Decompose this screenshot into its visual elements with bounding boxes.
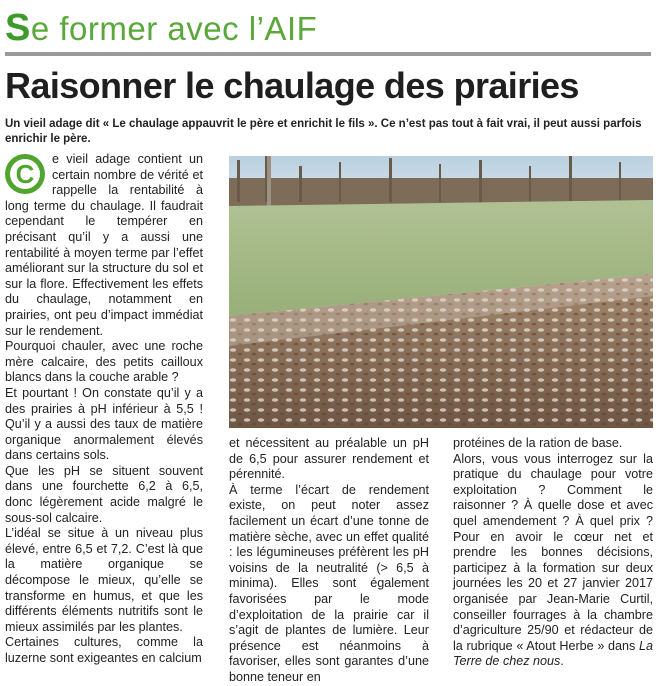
article-headline: Raisonner le chaulage des prairies (5, 65, 579, 106)
field-photo-illustration (229, 156, 653, 428)
paragraph: Et pourtant ! On constate qu’il y a des prairies à pH inférieur à 5,5 ! Qu’il y a aussi des taux de matière organique anormalement élevés dans certains sols. (5, 385, 203, 463)
paragraph: Certaines cultures, comme la luzerne sont exigeantes en calcium (5, 635, 203, 665)
publication-title: La Terre de chez nous (453, 638, 653, 669)
article-lead: Un vieil adage dit « Le chaulage appauvrit le père et enrichit le fils ». Ce n’est pas tout à fait vrai, il peut aussi parfois enrichir le père. (5, 118, 642, 145)
dropcap-badge (5, 154, 45, 194)
article-column-1 (5, 152, 203, 667)
paragraph: L’idéal se situe à un niveau plus élevé, entre 6,5 et 7,2. C’est là que la matière organique se décompose le mieux, qu’elle se transforme en humus, et que les différents éléments nutritifs sont le mieux assimilés par les plantes. (5, 526, 203, 634)
paragraph-text: Alors, vous vous interrogez sur la pratique du chaulage pour votre exploitation ? Comment le raisonner ? À quelle dose et avec quel amendement ? À quel prix ? Pour en avoir le cœur net et prendre les bonnes décisions, participez à la formation sur deux journées les 20 et 27 janvier 2017 organisée par Jean-Marie Curtil, conseiller fourrages à la chambre d’agriculture 25/90 et rédacteur de la rubrique « Atout Herbe » dans (453, 451, 653, 653)
rubric-divider (5, 52, 651, 56)
article-column-2 (229, 436, 429, 686)
section-rubric (5, 8, 317, 54)
paragraph: protéines de la ration de base. (453, 436, 623, 450)
rubric-text: e former avec l’AIF (30, 10, 318, 47)
article-column-3 (453, 436, 653, 670)
paragraph: À terme l’écart de rendement existe, on peut noter assez facilement un écart d’une tonne de matière sèche, avec un effet qualité : les légumineuses préfèrent les pH voisins de la neutralité (> 6,5 à minima). Elles sont également favorisées par le mode d’exploitation de la prairie car il s’agit de plantes de lumière. Leur présence est néanmoins à favoriser, elles sont garantes d’une bonne teneur en (229, 482, 429, 684)
rubric-initial: S (5, 7, 31, 49)
dropcap-letter: C (10, 159, 40, 189)
paragraph: Que les pH se situent souvent dans une fourchette 6,2 à 6,5, donc légèrement acide malgré le sous-sol calcaire. (5, 463, 203, 525)
field-photo (229, 156, 653, 428)
paragraph: et nécessitent au préalable un pH de 6,5 pour assurer rendement et pérennité. (229, 436, 429, 482)
paragraph-end: . (560, 654, 564, 669)
paragraph: Pourquoi chauler, avec une roche mère calcaire, des petits cailloux blancs dans la couche arable ? (5, 339, 203, 385)
paragraph (453, 452, 653, 670)
paragraph: e vieil adage contient un certain nombre de vérité et rappelle la rentabilité à long terme du chaulage. Il faudrait cependant le tempérer en précisant qu’il y a aussi une rentabilité à moyen terme par l’effet améliorant sur la structure du sol et sur la flore. Effectivement les effets du chaulage, notamment en prairies, ont peu d’impact immédiat sur le rendement. (5, 152, 203, 338)
